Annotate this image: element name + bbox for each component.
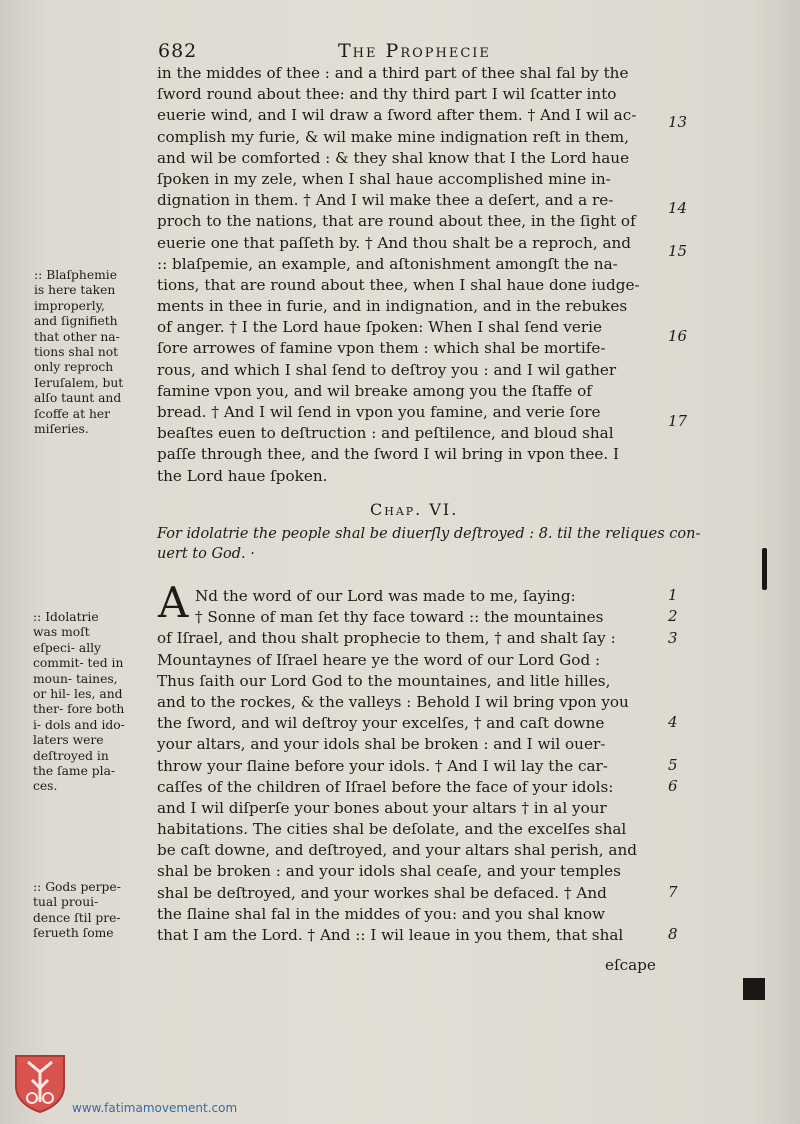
text-line: habitations. The cities shal be deſolate, and the excelſes shal [157, 820, 627, 839]
text-line: shal be deſtroyed, and your workes shal be defaced. † And [157, 883, 607, 902]
text-line: dignation in them. † And I wil make thee a deſert, and a re- [157, 191, 614, 210]
margin-note-idolatrie: :: Idolatrie was moſt eſpeci- ally commit- ted in moun- taines, or hil- les, and ther- fore both i- dols and ido- laters were deſtroyed in the ſame pla- ces. [33, 610, 125, 794]
text-line: and to the rockes, & the valleys : Behold I wil bring vpon you [157, 692, 629, 711]
running-title: The Prophecie [338, 40, 491, 62]
text-line: ments in thee in furie, and in indignation, and in the rebukes [157, 297, 628, 316]
black-square-mark [743, 978, 765, 1000]
text-line: ſore arrowes of famine vpon them : which shal be mortife- [157, 339, 606, 358]
text-line: the ſword, and wil deſtroy your excelſes, † and caſt downe [157, 714, 605, 733]
text-line: proch to the nations, that are round about thee, in the ſight of [157, 212, 636, 231]
text-line: and wil be comforted : & they shal know that I the Lord haue [157, 148, 630, 167]
verse-number: 6 [668, 777, 678, 795]
text-line: Nd the word of our Lord was made to me, ſaying: [195, 587, 576, 605]
text-line: complish my furie, & wil make mine indignation reſt in them, [157, 127, 629, 146]
text-line: the Lord haue ſpoken. [157, 466, 328, 485]
text-line: throw your ſlaine before your idols. † And I wil lay the car- [157, 756, 608, 775]
catchword: eſcape [605, 956, 656, 974]
verse-number: 16 [668, 327, 688, 345]
text-line: the ſlaine shal fal in the middes of you: and you shal know [157, 904, 606, 923]
text-line: euerie one that paſſeth by. † And thou shalt be a reproch, and [157, 233, 632, 252]
body-text [157, 63, 665, 487]
page-number: 682 [158, 40, 198, 62]
text-line: shal be broken : and your idols shal ceaſe, and your temples [157, 862, 621, 881]
chapter-summary: For idolatrie the people shal be diuerſly deſtroyed : 8. til the reliques con-uert to God. · [157, 526, 701, 562]
text-line: be caſt downe, and deſtroyed, and your altars shal perish, and [157, 841, 637, 860]
text-line: † Sonne of man ſet thy face toward :: the mountaines [195, 608, 604, 627]
verse-number: 4 [668, 713, 678, 731]
text-line: bread. † And I wil ſend in vpon you famine, and verie ſore [157, 403, 601, 421]
chapter-text [157, 586, 665, 946]
text-line: Mountaynes of Iſrael heare ye the word of our Lord God : [157, 650, 601, 669]
vertical-mark [762, 548, 767, 590]
verse-number: 5 [668, 756, 678, 774]
papal-crest-logo-icon [12, 1052, 68, 1114]
chapter-heading: Chap. VI. [370, 500, 459, 519]
verse-number: 3 [668, 629, 678, 647]
verse-number: 1 [668, 586, 678, 604]
margin-note-prouidence: :: Gods perpe- tual proui- dence ſtil pre- ſerueth ſome [33, 880, 121, 941]
verse-number: 14 [668, 199, 688, 217]
verse-number: 7 [668, 883, 678, 901]
verse-number: 8 [668, 925, 678, 943]
text-line: :: blaſpemie, an example, and aſtonishment amongſt the na- [157, 254, 618, 273]
text-line: tions, that are round about thee, when I shal haue done iudge- [157, 275, 640, 294]
verse-number: 15 [668, 242, 688, 260]
text-line: rous, and which I shal ſend to deſtroy you : and I wil gather [157, 360, 617, 379]
text-line: in the middes of thee : and a third part of thee shal fal by the [157, 64, 629, 82]
text-line: euerie wind, and I wil draw a ſword after them. † And I wil ac- [157, 106, 637, 125]
text-line: beaſtes euen to deſtruction : and peſtilence, and bloud shal [157, 424, 614, 443]
text-line: Thus ſaith our Lord God to the mountaines, and litle hilles, [157, 671, 611, 690]
text-line: caſſes of the children of Iſrael before the face of your idols: [157, 777, 614, 796]
text-line: and I wil diſperſe your bones about your altars † in al your [157, 798, 607, 817]
text-line: that I am the Lord. † And :: I wil leaue in you them, that shal [157, 926, 624, 944]
text-line: famine vpon you, and wil breake among you the ſtaffe of [157, 381, 592, 400]
text-line: ſword round about thee: and thy third part I wil ſcatter into [157, 85, 617, 104]
text-line: your altars, and your idols shal be broken : and I wil ouer- [157, 735, 606, 754]
drop-capital: A [158, 578, 189, 627]
margin-note-blasphemie: :: Blaſphemie is here taken improperly, and ſignifieth that other na- tions shal not only reproch Ieruſalem, but alſo taunt and ſcoffe at her miſeries. [34, 268, 124, 437]
website-link[interactable]: www.fatimamovement.com [72, 1101, 238, 1115]
text-line: of anger. † I the Lord haue ſpoken: When I shal ſend verie [157, 318, 602, 337]
text-line: of Iſrael, and thou shalt prophecie to them, † and shalt ſay : [157, 629, 616, 648]
verse-number: 13 [668, 113, 688, 131]
text-line: paſſe through thee, and the ſword I wil bring in vpon thee. I [157, 445, 619, 464]
verse-number: 2 [668, 607, 678, 625]
verse-number: 17 [668, 412, 688, 430]
text-line: ſpoken in my zele, when I shal haue accomplished mine in- [157, 169, 611, 188]
